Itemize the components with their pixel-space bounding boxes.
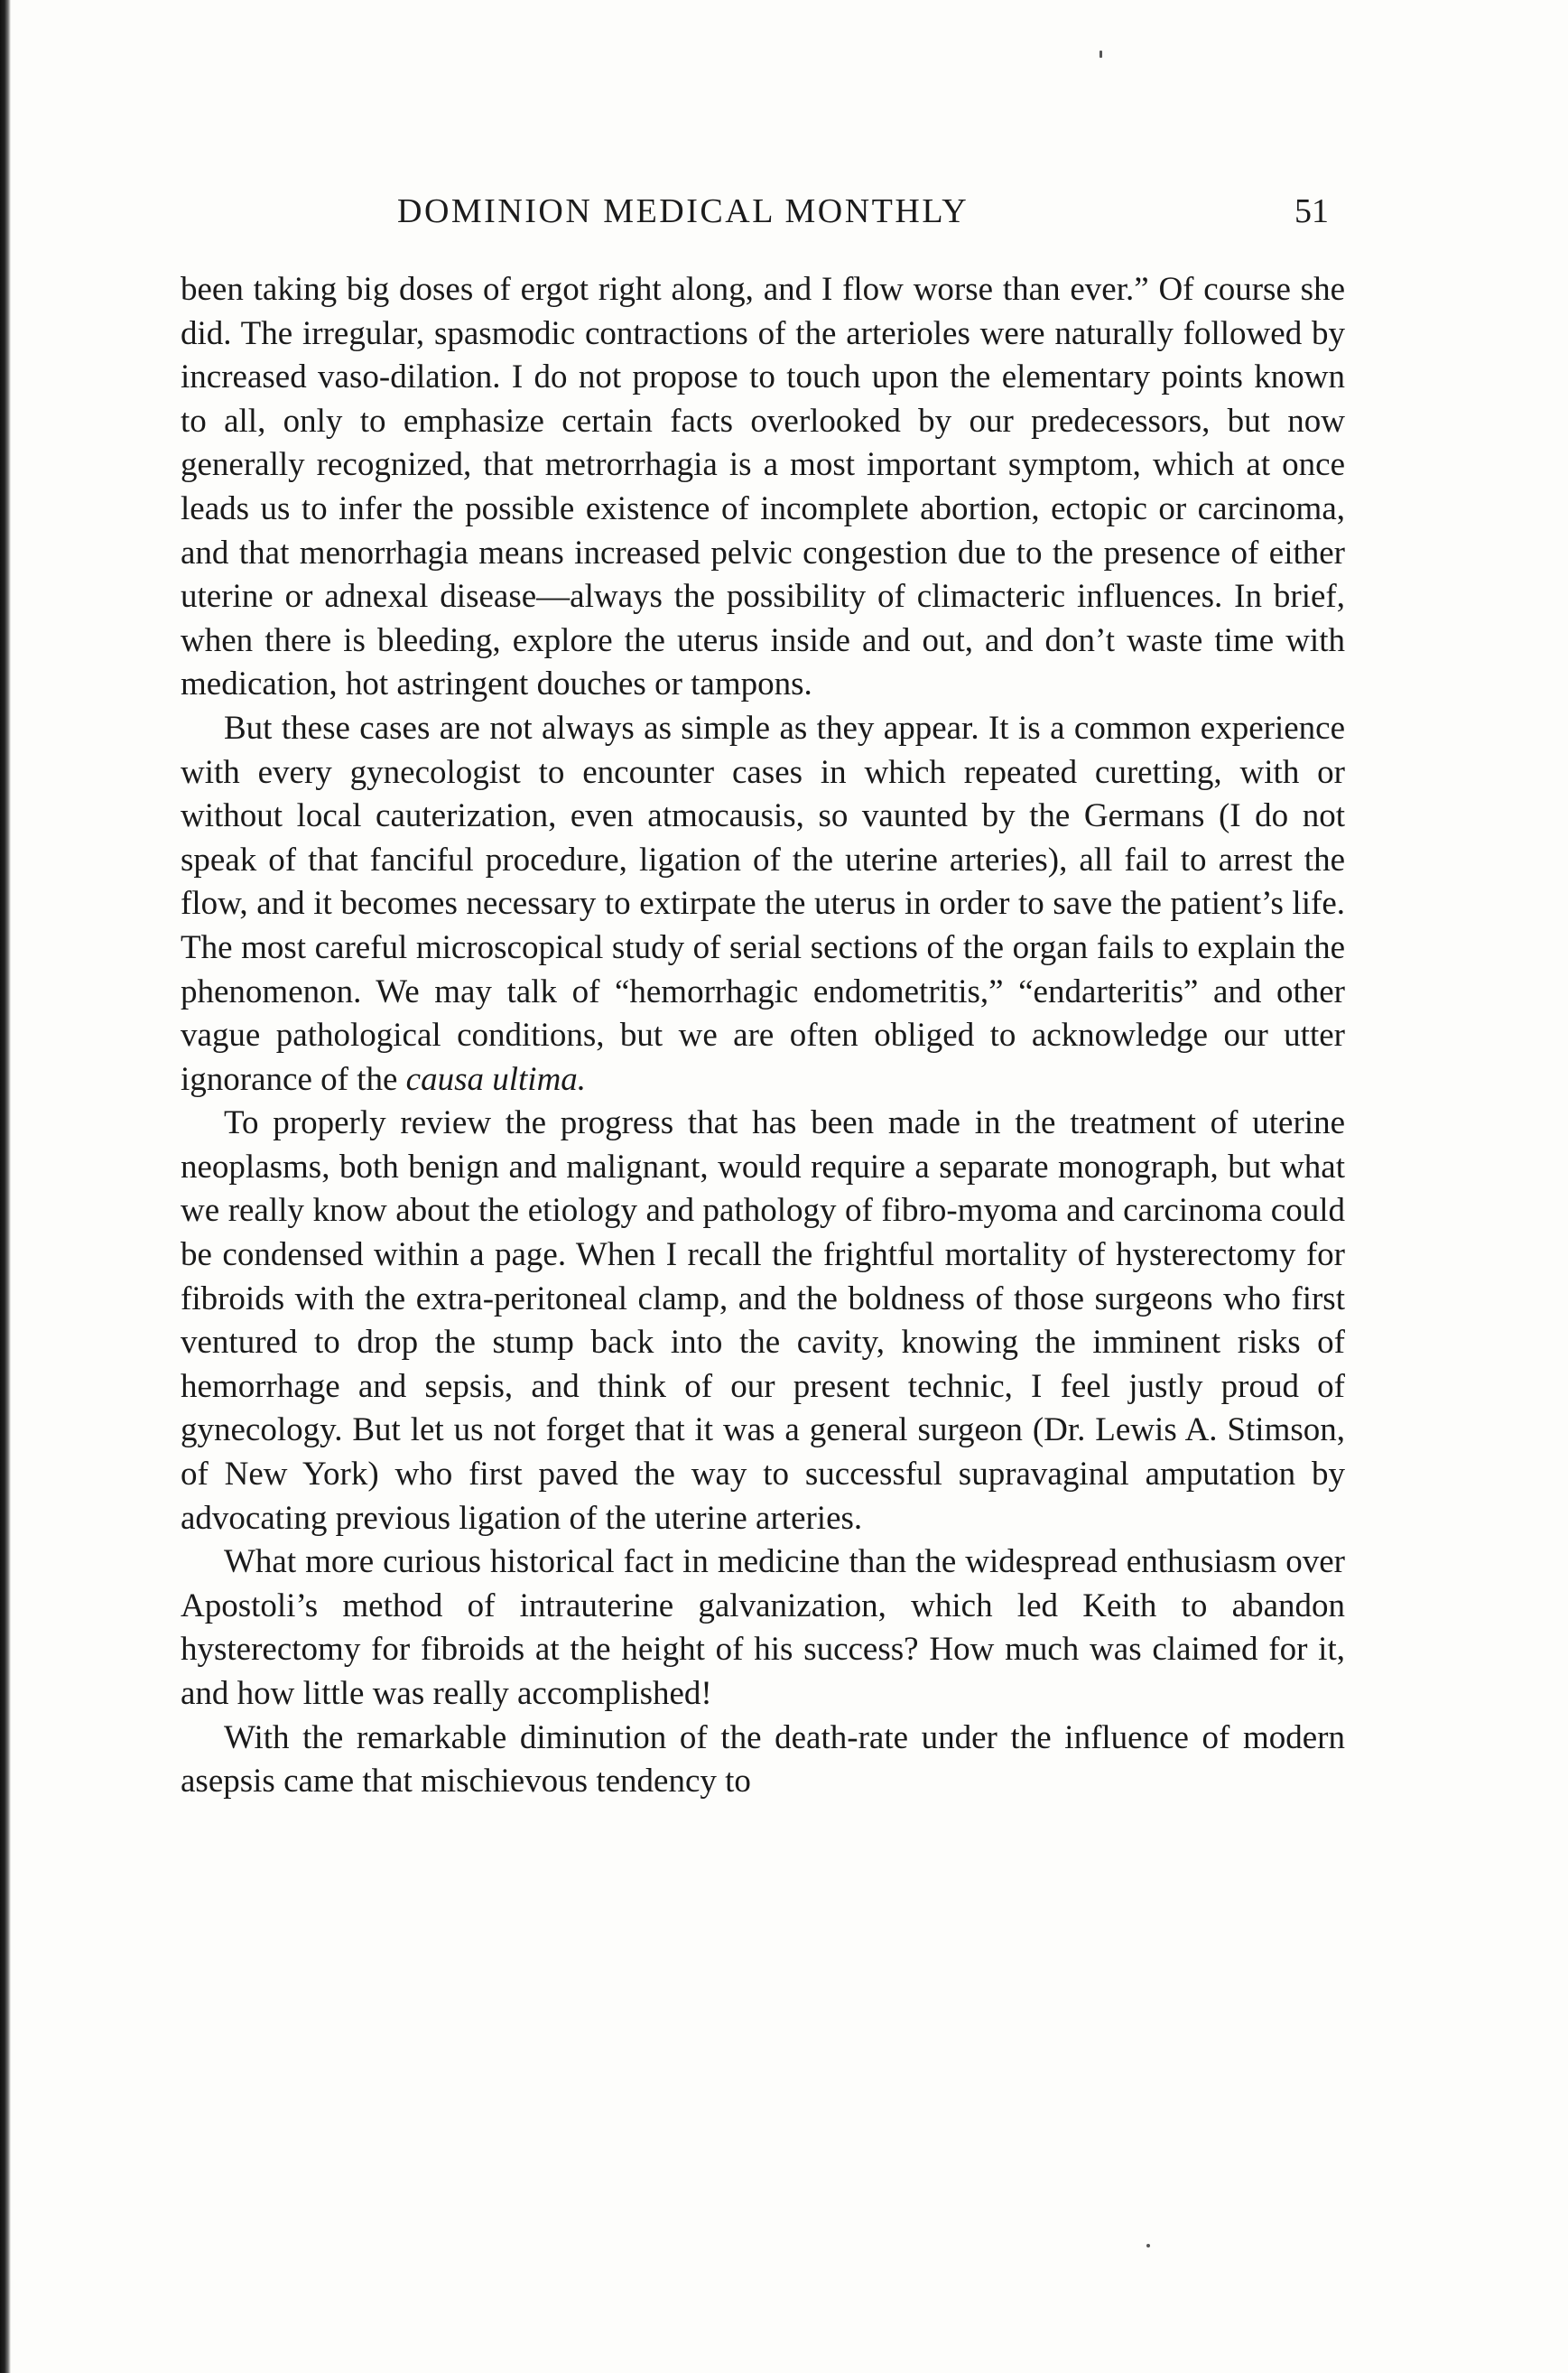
paragraph-2	[181, 707, 1345, 1102]
paragraph-4	[181, 1540, 1345, 1716]
paragraph-3-text: To properly review the progress that has been made in the treatment of uterine neoplasms, both benign and malignant, would require a separate monograph, but what we really know about the etiology and pathology of fibro-myoma and carcinoma could be condensed within a page. When I recall the frightful mortality of hysterectomy for fibroids with the extra-peritoneal clamp, and the boldness of those surgeons who first ventured to drop the stump back into the cavity, knowing the imminent risks of hemorrhage and sepsis, and think of our present technic, I feel justly proud of gynecology. But let us not forget that it was a general surgeon (Dr. Lewis A. Stimson, of New York) who first paved the way to successful supravaginal amputation by advocating previous ligation of the uterine arteries.	[181, 1104, 1345, 1537]
paragraph-5	[181, 1717, 1345, 1804]
binding-edge	[0, 0, 11, 2373]
paragraph-1-text: been taking big doses of ergot right along, and I flow worse than ever.” Of course she did. The irregular, spasmodic contractions of the arterioles were naturally followed by increased vaso-dilation. I do not propose to touch upon the elementary points known to all, only to emphasize certain facts overlooked by our predecessors, but now generally recognized, that metrorrhagia is a most important symptom, which at once leads us to infer the possible existence of incomplete abortion, ectopic or carcinoma, and that menorrhagia means increased pelvic congestion due to the presence of either uterine or adnexal disease—always the possibility of climacteric influences. In brief, when there is bleeding, explore the uterus inside and out, and don’t waste time with medication, hot astringent douches or tampons.	[181, 271, 1345, 703]
paragraph-5-text: With the remarkable diminution of the death-rate under the influence of modern asepsis came that mischievous tendency to	[181, 1718, 1345, 1801]
stray-ink-mark	[1146, 2244, 1150, 2247]
paragraph-4-text: What more curious historical fact in medicine than the widespread enthusiasm over Apostoli’s method of intrauterine galvanization, which led Keith to abandon hysterectomy for fibroids at the height of his success? How much was claimed for it, and how little was really accomplished!	[181, 1543, 1345, 1712]
page-header	[181, 191, 1345, 242]
paragraph-1	[181, 268, 1345, 707]
paragraph-2-italic: causa ultima.	[405, 1060, 587, 1098]
paragraph-2-text: But these cases are not always as simple as they appear. It is a common experience with every gynecologist to encounter cases in which repeated curetting, with or without local cauterization, even atmocausis, so vaunted by the Germans (I do not speak of that fanciful procedure, ligation of the uterine arteries), all fail to arrest the flow, and it becomes necessary to extirpate the uterus in order to save the patient’s life. The most careful microscopical study of serial sections of the organ fails to explain the phenomenon. We may talk of “hemorrhagic endometritis,” “endarteritis” and other vague pathological conditions, but we are often obliged to acknowledge our utter ignorance of the	[181, 709, 1345, 1098]
stray-ink-mark	[1099, 51, 1102, 58]
running-title: DOMINION MEDICAL MONTHLY	[397, 192, 970, 230]
page-number: 51	[1294, 192, 1329, 230]
article-body	[181, 268, 1345, 1804]
paragraph-3	[181, 1102, 1345, 1540]
